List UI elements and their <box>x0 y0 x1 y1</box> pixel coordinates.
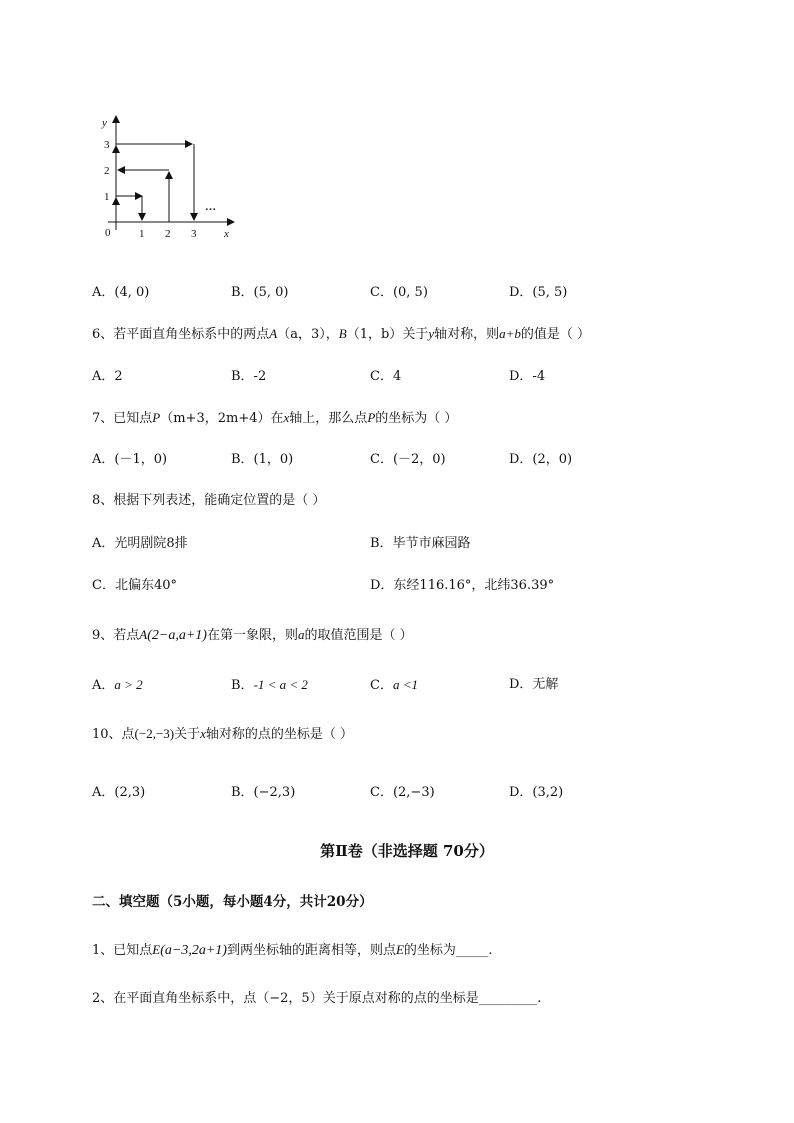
q6-option-d[interactable]: D．-4 <box>509 369 546 384</box>
q9-option-b[interactable] <box>231 676 308 695</box>
q7-option-d[interactable]: D．(2，0) <box>509 452 573 467</box>
q9-coords: (2−a,a+1) <box>147 628 207 643</box>
question-8: 8、根据下列表述，能确定位置的是（ ） <box>92 493 326 508</box>
q6-option-a[interactable]: A．2 <box>92 369 123 384</box>
question-6 <box>92 325 590 344</box>
q9-mid: 在第一象限，则 <box>206 628 298 643</box>
origin-label: 0 <box>105 227 111 239</box>
q5-option-b[interactable]: B．(5, 0) <box>231 285 289 300</box>
q7-mid: 在 <box>270 411 284 426</box>
q7-point: P <box>152 410 161 425</box>
q6-suffix: 轴对称，则 <box>434 327 500 342</box>
q9-prefix: 9、若点 <box>92 628 140 643</box>
x-tick-3: 3 <box>191 228 197 240</box>
q6-prefix: 6、若平面直角坐标系中的两点 <box>92 327 270 342</box>
q10-option-c[interactable]: C．(2,−3) <box>370 785 435 800</box>
q6-mid: 关于 <box>402 327 429 342</box>
question-7 <box>92 409 457 428</box>
q7-prefix: 7、已知点 <box>92 411 153 426</box>
q10-mid: 关于 <box>174 727 201 742</box>
q6-point-a-coords: （a，3）， <box>277 327 339 342</box>
q6-option-b[interactable]: B．-2 <box>231 369 267 384</box>
q10-axis: x <box>200 726 206 741</box>
q10-option-a[interactable]: A．(2,3) <box>92 785 146 800</box>
q6-point-b: B <box>338 326 347 341</box>
question-10 <box>92 725 353 744</box>
x-tick-1: 1 <box>139 228 145 240</box>
q5-option-d[interactable]: D．(5, 5) <box>509 285 568 300</box>
q10-option-d[interactable]: D．(3,2) <box>509 785 564 800</box>
q9-var: a <box>297 627 305 642</box>
q6-point-b-coords: （1，b） <box>346 327 403 342</box>
q7-option-b[interactable]: B．(1，0) <box>231 452 294 467</box>
section-2-heading: 二、填空题（5小题，每小题4分，共计20分） <box>92 894 373 910</box>
q9-point: A <box>139 627 148 642</box>
q7-suffix: 轴上，那么点 <box>289 411 368 426</box>
q5-option-a[interactable]: A．(4, 0) <box>92 285 150 300</box>
q7-option-a[interactable]: A．(－1，0) <box>92 452 168 467</box>
f1-end: 的坐标为_____. <box>403 943 493 958</box>
q5-option-c[interactable]: C．(0, 5) <box>370 285 428 300</box>
q9-option-c[interactable] <box>370 676 418 695</box>
f1-point: E <box>152 942 161 957</box>
q6-end: 的值是（ ） <box>520 327 591 342</box>
q7-axis: x <box>283 410 290 425</box>
q8-option-b[interactable]: B．毕节市麻园路 <box>370 536 471 551</box>
fill-question-2: 2、在平面直角坐标系中，点（−2，5）关于原点对称的点的坐标是_________. <box>92 991 542 1006</box>
q6-axis: y <box>428 326 435 341</box>
y-axis-label: y <box>102 117 107 129</box>
q7-end: 的坐标为（ ） <box>375 411 458 426</box>
q10-coords: (−2,−3) <box>134 726 175 741</box>
q6-expr: a+b <box>499 326 521 341</box>
question-9 <box>92 626 413 645</box>
q10-prefix: 10、点 <box>92 727 135 742</box>
q8-option-d[interactable]: D．东经116.16°，北纬36.39° <box>370 578 555 593</box>
q9-option-b-label: B． <box>231 678 254 693</box>
q9-option-a-math: a > 2 <box>114 677 143 692</box>
ellipsis: … <box>205 201 216 213</box>
q7-coords: （m+3，2m+4） <box>160 411 271 426</box>
q10-end: 轴对称的点的坐标是（ ） <box>205 727 354 742</box>
q9-option-d[interactable]: D．无解 <box>509 677 559 692</box>
q9-option-a-label: A． <box>92 678 115 693</box>
q9-option-b-math: -1 < a < 2 <box>253 677 308 692</box>
fill-question-1 <box>92 941 493 960</box>
f1-point2: E <box>395 942 404 957</box>
q7-option-c[interactable]: C．(－2，0) <box>370 452 446 467</box>
coordinate-figure <box>96 110 246 245</box>
q6-point-a: A <box>269 326 278 341</box>
q10-option-b[interactable]: B．(−2,3) <box>231 785 296 800</box>
q6-option-c[interactable]: C．4 <box>370 369 402 384</box>
q9-option-c-label: C． <box>370 678 393 693</box>
x-axis-label: x <box>224 228 229 240</box>
y-tick-1: 1 <box>104 191 110 203</box>
f1-coords: (a−3,2a+1) <box>160 943 227 958</box>
q9-option-c-math: a <1 <box>392 677 418 692</box>
y-tick-2: 2 <box>104 165 110 177</box>
q9-option-a[interactable] <box>92 676 143 695</box>
q8-option-c[interactable]: C．北偏东40° <box>92 578 177 593</box>
f1-prefix: 1、已知点 <box>92 943 153 958</box>
x-tick-2: 2 <box>165 228 171 240</box>
section-2-title: 第Ⅱ卷（非选择题 70分） <box>320 842 494 860</box>
y-tick-3: 3 <box>104 139 110 151</box>
q7-point2: P <box>367 410 376 425</box>
f1-mid: 到两坐标轴的距离相等，则点 <box>226 943 396 958</box>
q9-end: 的取值范围是（ ） <box>304 628 413 643</box>
q8-option-a[interactable]: A．光明剧院8排 <box>92 536 188 551</box>
